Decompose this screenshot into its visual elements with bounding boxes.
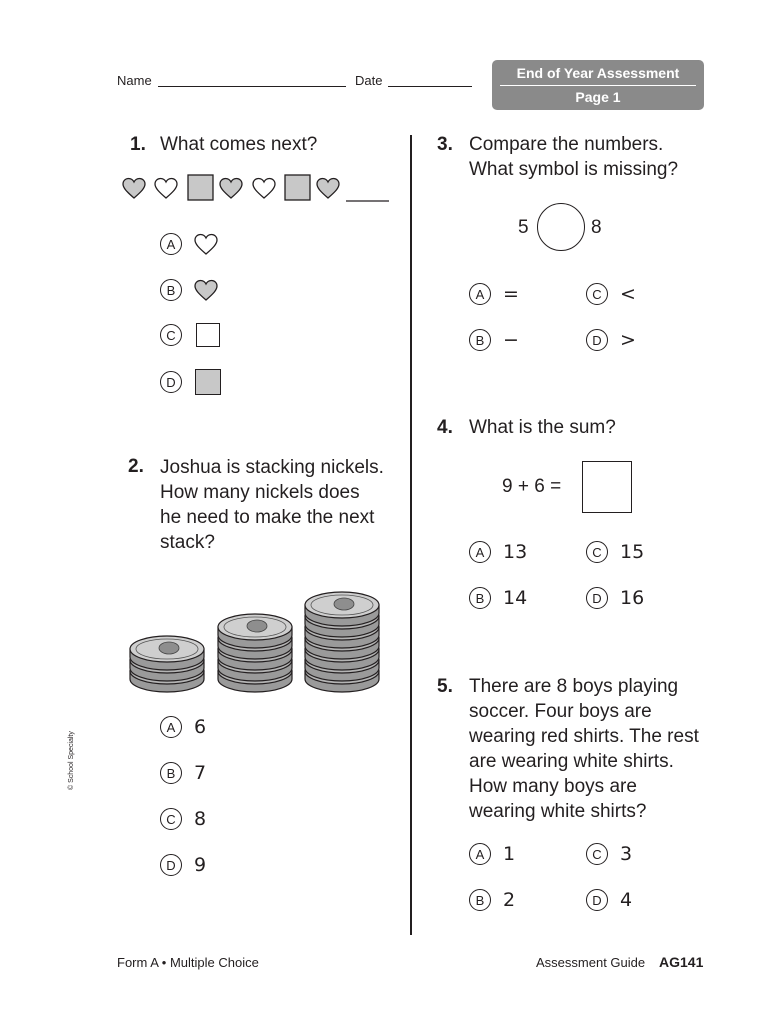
q1-number: 1. bbox=[130, 134, 146, 155]
heart-white-icon bbox=[155, 179, 177, 199]
q1-pattern bbox=[118, 172, 393, 206]
heart-gray-icon bbox=[193, 278, 219, 302]
q5-option-b[interactable] bbox=[469, 889, 515, 911]
answer-value: 2 bbox=[503, 889, 516, 911]
footer-page-code: AG141 bbox=[659, 954, 704, 970]
q5-text-line: soccer. Four boys are bbox=[469, 701, 652, 722]
heart-white-icon bbox=[193, 232, 219, 256]
bubble[interactable]: B bbox=[469, 329, 491, 351]
q5-text-line: are wearing white shirts. bbox=[469, 751, 674, 772]
bubble[interactable]: B bbox=[469, 889, 491, 911]
q3-number: 3. bbox=[437, 134, 453, 155]
q2-text-line: stack? bbox=[160, 532, 215, 553]
compare-circle bbox=[537, 203, 585, 251]
q4-option-c[interactable] bbox=[586, 541, 644, 563]
bubble[interactable]: B bbox=[160, 762, 182, 784]
q3-option-a[interactable] bbox=[469, 283, 519, 305]
column-divider bbox=[410, 135, 412, 935]
bubble[interactable]: C bbox=[586, 843, 608, 865]
date-label: Date bbox=[355, 73, 383, 88]
heart-gray-icon bbox=[220, 179, 242, 199]
q1-option-c[interactable] bbox=[160, 323, 220, 347]
q2-text-line: he need to make the next bbox=[160, 507, 375, 528]
q3-option-c[interactable] bbox=[586, 283, 636, 305]
answer-value: 8 bbox=[194, 808, 207, 830]
heart-gray-icon bbox=[123, 179, 145, 199]
q3-option-d[interactable] bbox=[586, 329, 636, 351]
answer-value: 15 bbox=[620, 541, 645, 563]
banner-page: Page 1 bbox=[575, 89, 621, 105]
bubble[interactable]: D bbox=[586, 587, 608, 609]
answer-value: 1 bbox=[503, 843, 516, 865]
bubble[interactable]: B bbox=[160, 279, 182, 301]
q2-text bbox=[160, 455, 384, 555]
q2-option-d[interactable] bbox=[160, 854, 206, 876]
banner-divider bbox=[500, 85, 696, 86]
square-white-icon bbox=[196, 323, 220, 347]
answer-value: < bbox=[620, 283, 636, 305]
compare-left-number: 5 bbox=[518, 217, 529, 238]
square-gray-icon bbox=[285, 175, 310, 200]
answer-value: = bbox=[503, 283, 519, 305]
q5-text-line: How many boys are bbox=[469, 776, 637, 797]
name-label: Name bbox=[117, 73, 152, 88]
q5-number: 5. bbox=[437, 676, 453, 697]
bubble[interactable]: D bbox=[586, 329, 608, 351]
bubble[interactable]: B bbox=[469, 587, 491, 609]
bubble[interactable]: A bbox=[469, 541, 491, 563]
answer-value: 7 bbox=[194, 762, 207, 784]
q5-option-d[interactable] bbox=[586, 889, 632, 911]
nickel-stack bbox=[218, 614, 292, 692]
bubble[interactable]: D bbox=[160, 854, 182, 876]
answer-value: − bbox=[503, 329, 519, 351]
q1-option-a[interactable] bbox=[160, 232, 219, 256]
nickel-stack bbox=[130, 636, 204, 692]
heart-white-icon bbox=[253, 179, 275, 199]
answer-value: 16 bbox=[620, 587, 645, 609]
q4-option-a[interactable] bbox=[469, 541, 527, 563]
answer-value: > bbox=[620, 329, 636, 351]
bubble[interactable]: A bbox=[160, 233, 182, 255]
answer-value: 13 bbox=[503, 541, 528, 563]
bubble[interactable]: A bbox=[469, 843, 491, 865]
q2-number: 2. bbox=[128, 456, 144, 477]
bubble[interactable]: A bbox=[160, 716, 182, 738]
q5-text bbox=[469, 674, 699, 824]
answer-box[interactable] bbox=[582, 461, 632, 513]
date-field[interactable] bbox=[388, 86, 472, 87]
answer-value: 4 bbox=[620, 889, 633, 911]
square-gray-icon bbox=[188, 175, 213, 200]
q2-option-c[interactable] bbox=[160, 808, 206, 830]
q3-text-line: Compare the numbers. bbox=[469, 134, 664, 155]
q5-text-line: wearing white shirts? bbox=[469, 801, 647, 822]
bubble[interactable]: C bbox=[160, 808, 182, 830]
q4-option-d[interactable] bbox=[586, 587, 644, 609]
compare-right-number: 8 bbox=[591, 217, 602, 238]
nickel-icon bbox=[305, 592, 379, 626]
q2-text-line: How many nickels does bbox=[160, 482, 360, 503]
answer-value: 9 bbox=[194, 854, 207, 876]
footer-guide-label: Assessment Guide bbox=[536, 955, 646, 970]
q4-number: 4. bbox=[437, 417, 453, 438]
q2-option-a[interactable] bbox=[160, 716, 206, 738]
nickel-icon bbox=[218, 614, 292, 648]
q5-text-line: There are 8 boys playing bbox=[469, 676, 679, 697]
bubble[interactable]: D bbox=[160, 371, 182, 393]
bubble[interactable]: C bbox=[160, 324, 182, 346]
copyright-text: © School Specialty bbox=[68, 731, 75, 790]
q4-text: What is the sum? bbox=[469, 417, 616, 438]
answer-value: 14 bbox=[503, 587, 528, 609]
nickel-icon bbox=[130, 636, 204, 670]
q5-option-a[interactable] bbox=[469, 843, 515, 865]
nickel-stack bbox=[305, 592, 379, 692]
assessment-banner bbox=[492, 60, 704, 110]
nickel-stacks bbox=[125, 570, 390, 695]
heart-gray-icon bbox=[317, 179, 339, 199]
q1-option-d[interactable] bbox=[160, 369, 221, 395]
bubble[interactable]: A bbox=[469, 283, 491, 305]
bubble[interactable]: D bbox=[586, 889, 608, 911]
q3-text bbox=[469, 132, 678, 182]
bubble[interactable]: C bbox=[586, 541, 608, 563]
q2-option-b[interactable] bbox=[160, 762, 206, 784]
answer-value: 6 bbox=[194, 716, 207, 738]
q3-option-b[interactable] bbox=[469, 329, 519, 351]
sum-equation: 9 + 6 = bbox=[502, 476, 562, 497]
q4-option-b[interactable] bbox=[469, 587, 527, 609]
footer-form-label: Form A • Multiple Choice bbox=[117, 955, 259, 970]
bubble[interactable]: C bbox=[586, 283, 608, 305]
q5-text-line: wearing red shirts. The rest bbox=[469, 726, 699, 747]
answer-value: 3 bbox=[620, 843, 633, 865]
q1-text: What comes next? bbox=[160, 134, 318, 155]
banner-title: End of Year Assessment bbox=[516, 65, 680, 81]
q5-option-c[interactable] bbox=[586, 843, 632, 865]
q2-text-line: Joshua is stacking nickels. bbox=[160, 457, 384, 478]
q1-option-b[interactable] bbox=[160, 278, 219, 302]
square-gray-icon bbox=[195, 369, 221, 395]
name-field[interactable] bbox=[158, 86, 346, 87]
q3-text-line: What symbol is missing? bbox=[469, 159, 679, 180]
